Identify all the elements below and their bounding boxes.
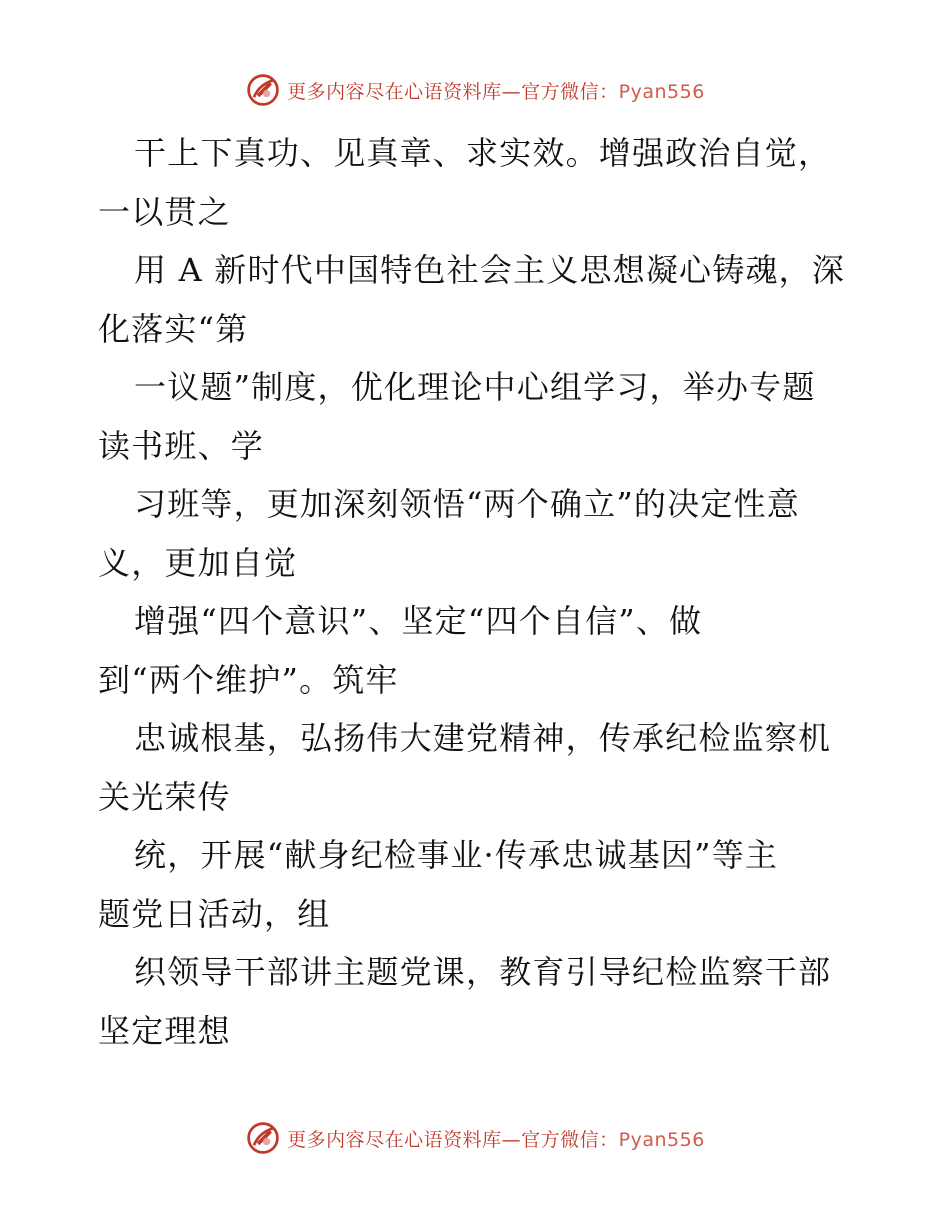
text-line: 题党日活动，组: [98, 894, 331, 933]
text-line: 增强“四个意识”、坚定“四个自信”、做: [134, 602, 703, 640]
banner-text: 更多内容尽在心语资料库—官方微信：Pyan556: [287, 80, 705, 103]
document-body: [98, 124, 858, 1060]
text-line: 织领导干部讲主题党课，教育引导纪检监察干部: [134, 953, 832, 991]
text-line: 关光荣传: [98, 777, 231, 816]
text-line: 习班等，更加深刻领悟“两个确立”的决定性意: [134, 485, 800, 523]
text-line: 化落实“第: [98, 309, 249, 348]
text-line: 一以贯之: [98, 192, 231, 231]
footer-banner: [0, 1118, 950, 1158]
text-line: 一议题”制度，优化理论中心组学习，举办专题: [134, 368, 816, 406]
text-line: 到“两个维护”。筑牢: [98, 660, 399, 699]
text-line: 用 A 新时代中国特色社会主义思想凝心铸魂，深: [134, 251, 846, 289]
text-line: 坚定理想: [98, 1011, 231, 1050]
text-line: 干上下真功、见真章、求实效。增强政治自觉，: [134, 134, 832, 172]
wechat-id: Pyan556: [618, 1128, 705, 1151]
text-line: 统，开展“献身纪检事业·传承忠诚基因”等主: [134, 836, 779, 874]
pen-seal-logo-icon: [245, 1120, 281, 1156]
text-line: 读书班、学: [98, 426, 265, 465]
banner-text: 更多内容尽在心语资料库—官方微信：Pyan556: [287, 1128, 705, 1151]
header-banner: [0, 70, 950, 110]
wechat-id: Pyan556: [618, 80, 705, 103]
pen-seal-logo-icon: [245, 72, 281, 108]
text-line: 义，更加自觉: [98, 543, 298, 582]
text-line: 忠诚根基，弘扬伟大建党精神，传承纪检监察机: [134, 719, 832, 757]
